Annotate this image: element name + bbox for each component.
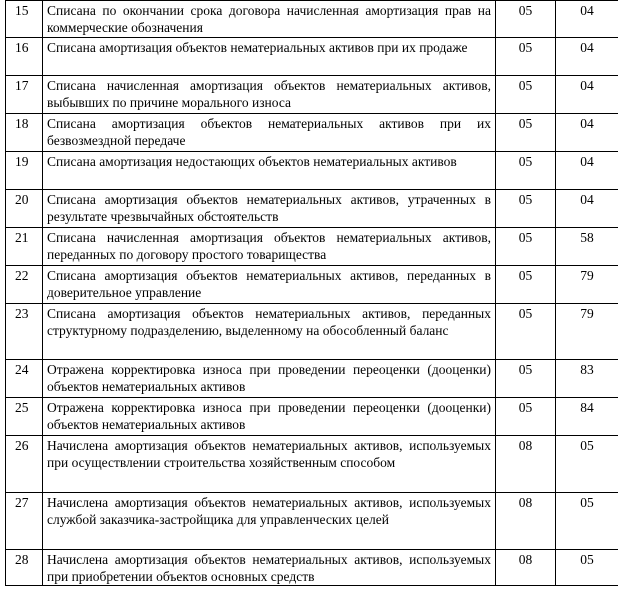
table-row xyxy=(6,114,618,152)
debit-account: 08 xyxy=(496,436,556,493)
credit-account: 83 xyxy=(556,360,618,398)
row-number: 16 xyxy=(6,38,43,76)
debit-account: 08 xyxy=(496,550,556,586)
table-row xyxy=(6,550,618,586)
debit-account: 05 xyxy=(496,190,556,228)
table-row xyxy=(6,360,618,398)
row-number: 22 xyxy=(6,266,43,304)
table-body xyxy=(6,1,618,586)
operation-description: Начислена амортизация объектов нематериальных активов, используемых при осуществлении строительства хозяйственным способом xyxy=(43,436,496,493)
row-number: 28 xyxy=(6,550,43,586)
row-number: 17 xyxy=(6,76,43,114)
table-row xyxy=(6,266,618,304)
credit-account: 04 xyxy=(556,38,618,76)
credit-account: 04 xyxy=(556,1,618,38)
credit-account: 04 xyxy=(556,152,618,190)
credit-account: 05 xyxy=(556,436,618,493)
table-row xyxy=(6,304,618,360)
operation-description: Начислена амортизация объектов нематериальных активов, используемых при приобретении объектов основных средств xyxy=(43,550,496,586)
operation-description: Списана амортизация объектов нематериальных активов, переданных структурному подразделению, выделенному на обособленный баланс xyxy=(43,304,496,360)
debit-account: 08 xyxy=(496,493,556,550)
debit-account: 05 xyxy=(496,398,556,436)
operation-description: Начислена амортизация объектов нематериальных активов, используемых службой заказчика-застройщика для управленческих целей xyxy=(43,493,496,550)
row-number: 23 xyxy=(6,304,43,360)
credit-account: 79 xyxy=(556,266,618,304)
operation-description: Списана амортизация объектов нематериальных активов при их безвозмездной передаче xyxy=(43,114,496,152)
operation-description: Отражена корректировка износа при проведении переоценки (дооценки) объектов нематериальных активов xyxy=(43,398,496,436)
debit-account: 05 xyxy=(496,114,556,152)
row-number: 27 xyxy=(6,493,43,550)
operation-description: Списана начисленная амортизация объектов нематериальных активов, переданных по договору простого товарищества xyxy=(43,228,496,266)
credit-account: 58 xyxy=(556,228,618,266)
debit-account: 05 xyxy=(496,76,556,114)
operation-description: Списана амортизация объектов нематериальных активов, утраченных в результате чрезвычайных обстоятельств xyxy=(43,190,496,228)
operation-description: Списана начисленная амортизация объектов нематериальных активов, выбывших по причине морального износа xyxy=(43,76,496,114)
credit-account: 04 xyxy=(556,190,618,228)
table-row xyxy=(6,1,618,38)
row-number: 19 xyxy=(6,152,43,190)
table-row xyxy=(6,493,618,550)
operation-description: Списана амортизация объектов нематериальных активов, переданных в доверительное управление xyxy=(43,266,496,304)
credit-account: 05 xyxy=(556,493,618,550)
debit-account: 05 xyxy=(496,38,556,76)
accounting-entries-table xyxy=(5,0,618,586)
debit-account: 05 xyxy=(496,304,556,360)
debit-account: 05 xyxy=(496,228,556,266)
row-number: 18 xyxy=(6,114,43,152)
table-row xyxy=(6,190,618,228)
debit-account: 05 xyxy=(496,152,556,190)
debit-account: 05 xyxy=(496,1,556,38)
row-number: 20 xyxy=(6,190,43,228)
credit-account: 04 xyxy=(556,76,618,114)
table-row xyxy=(6,398,618,436)
operation-description: Списана по окончании срока договора начисленная амортизация прав на коммерческие обозначения xyxy=(43,1,496,38)
row-number: 24 xyxy=(6,360,43,398)
row-number: 15 xyxy=(6,1,43,38)
credit-account: 79 xyxy=(556,304,618,360)
operation-description: Списана амортизация объектов нематериальных активов при их продаже xyxy=(43,38,496,76)
credit-account: 05 xyxy=(556,550,618,586)
table-row xyxy=(6,436,618,493)
credit-account: 04 xyxy=(556,114,618,152)
row-number: 21 xyxy=(6,228,43,266)
row-number: 26 xyxy=(6,436,43,493)
row-number: 25 xyxy=(6,398,43,436)
table-row xyxy=(6,76,618,114)
operation-description: Отражена корректировка износа при проведении переоценки (дооценки) объектов нематериальных активов xyxy=(43,360,496,398)
table-row xyxy=(6,152,618,190)
debit-account: 05 xyxy=(496,266,556,304)
debit-account: 05 xyxy=(496,360,556,398)
table-row xyxy=(6,38,618,76)
operation-description: Списана амортизация недостающих объектов нематериальных активов xyxy=(43,152,496,190)
table-row xyxy=(6,228,618,266)
credit-account: 84 xyxy=(556,398,618,436)
